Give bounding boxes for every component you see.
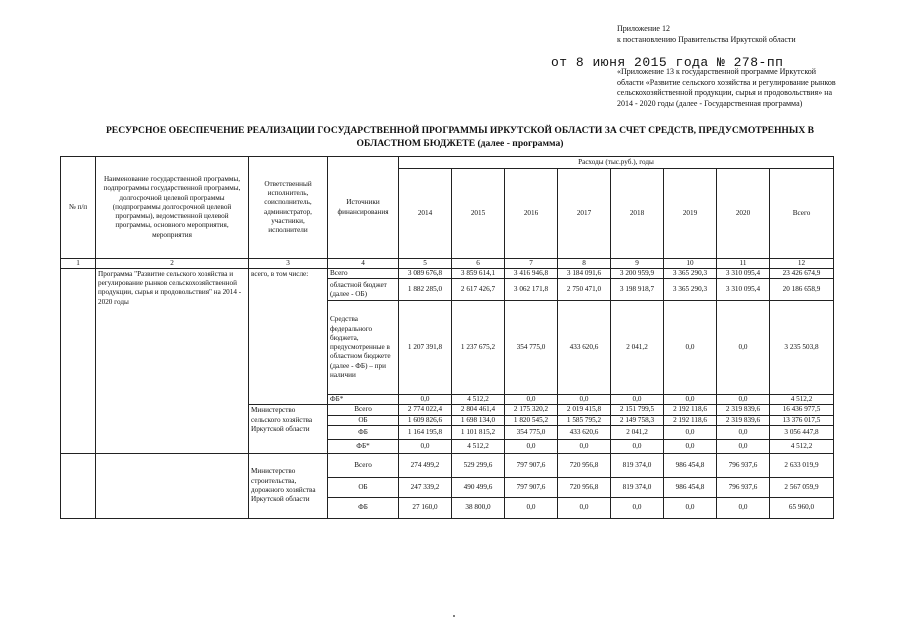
value-cell: 3 184 091,6 xyxy=(558,269,611,279)
reference-line: сельскохозяйственной продукции, сырья и продовольствия» на xyxy=(617,88,833,97)
value-cell: 247 339,2 xyxy=(399,477,452,497)
value-cell: 4 512,2 xyxy=(452,439,505,453)
value-cell: 720 956,8 xyxy=(558,453,611,477)
executor-cell: Министерство сельского хозяйства Иркутской области xyxy=(249,405,328,453)
value-cell: 433 620,6 xyxy=(558,301,611,395)
reference-note xyxy=(617,67,862,109)
column-number: 9 xyxy=(611,259,664,269)
total-value-cell: 3 056 447,8 xyxy=(770,425,834,439)
value-cell: 490 499,6 xyxy=(452,477,505,497)
value-cell: 354 775,0 xyxy=(505,301,558,395)
value-cell: 796 937,6 xyxy=(717,477,770,497)
table-row xyxy=(61,269,834,279)
header-year: 2016 xyxy=(505,169,558,259)
total-value-cell: 23 426 674,9 xyxy=(770,269,834,279)
value-cell: 1 698 134,0 xyxy=(452,415,505,425)
source-cell: Всего xyxy=(328,269,399,279)
source-cell: ФБ xyxy=(328,425,399,439)
header-expenses: Расходы (тыс.руб.), годы xyxy=(399,157,834,169)
value-cell: 2 192 118,6 xyxy=(664,415,717,425)
header-year: 2018 xyxy=(611,169,664,259)
value-cell: 3 310 095,4 xyxy=(717,279,770,301)
program-name-cell xyxy=(96,453,249,518)
value-cell: 3 200 959,9 xyxy=(611,269,664,279)
column-number: 6 xyxy=(452,259,505,269)
source-cell: ФБ* xyxy=(328,439,399,453)
column-number: 7 xyxy=(505,259,558,269)
value-cell: 2 750 471,0 xyxy=(558,279,611,301)
source-cell: ОБ xyxy=(328,415,399,425)
header-year: 2015 xyxy=(452,169,505,259)
executor-cell: Министерство строительства, дорожного хозяйства Иркутской области xyxy=(249,453,328,518)
value-cell: 2 019 415,8 xyxy=(558,405,611,415)
reference-line: «Приложение 13 к государственной программе Иркутской xyxy=(617,67,817,76)
value-cell: 819 374,0 xyxy=(611,477,664,497)
value-cell: 2 804 461,4 xyxy=(452,405,505,415)
value-cell: 0,0 xyxy=(717,439,770,453)
total-value-cell: 3 235 503,8 xyxy=(770,301,834,395)
header-year-total: Всего xyxy=(770,169,834,259)
value-cell: 1 585 795,2 xyxy=(558,415,611,425)
row-number-cell xyxy=(61,269,96,454)
value-cell: 354 775,0 xyxy=(505,425,558,439)
value-cell: 1 882 285,0 xyxy=(399,279,452,301)
value-cell: 3 310 095,4 xyxy=(717,269,770,279)
value-cell: 797 907,6 xyxy=(505,477,558,497)
column-number: 8 xyxy=(558,259,611,269)
value-cell: 0,0 xyxy=(611,497,664,518)
title-line: РЕСУРСНОЕ ОБЕСПЕЧЕНИЕ РЕАЛИЗАЦИИ ГОСУДАРСТВЕННОЙ ПРОГРАММЫ ИРКУТСКОЙ ОБЛАСТИ ЗА СЧЕТ СРЕДСТВ, ПРЕДУСМОТРЕННЫХ В xyxy=(105,125,815,136)
appendix-line: Приложение 12 xyxy=(617,24,670,33)
source-cell: Всего xyxy=(328,405,399,415)
value-cell: 3 416 946,8 xyxy=(505,269,558,279)
reference-line: 2014 - 2020 годы (далее - Государственная программа) xyxy=(617,98,803,108)
value-cell: 1 164 195,8 xyxy=(399,425,452,439)
total-value-cell: 4 512,2 xyxy=(770,395,834,405)
total-value-cell: 20 186 658,9 xyxy=(770,279,834,301)
value-cell: 2 319 839,6 xyxy=(717,415,770,425)
value-cell: 3 198 918,7 xyxy=(611,279,664,301)
value-cell: 0,0 xyxy=(558,497,611,518)
appendix-note xyxy=(617,24,796,45)
value-cell: 0,0 xyxy=(717,497,770,518)
value-cell: 796 937,6 xyxy=(717,453,770,477)
row-number-cell xyxy=(61,453,96,518)
appendix-line: к постановлению Правительства Иркутской области xyxy=(617,34,796,44)
column-number: 11 xyxy=(717,259,770,269)
value-cell: 3 062 171,8 xyxy=(505,279,558,301)
date-stamp: от 8 июня 2015 года № 278-пп xyxy=(551,55,784,70)
source-cell: ФБ* xyxy=(328,395,399,405)
value-cell: 0,0 xyxy=(399,439,452,453)
value-cell: 2 192 118,6 xyxy=(664,405,717,415)
value-cell: 986 454,8 xyxy=(664,453,717,477)
value-cell: 3 089 676,8 xyxy=(399,269,452,279)
total-value-cell: 2 567 059,9 xyxy=(770,477,834,497)
source-cell: Средства федерального бюджета, предусмотренные в областном бюджете (далее - ФБ) – при наличии xyxy=(328,301,399,395)
source-cell: ФБ xyxy=(328,497,399,518)
value-cell: 0,0 xyxy=(611,395,664,405)
header-year: 2019 xyxy=(664,169,717,259)
value-cell: 0,0 xyxy=(664,395,717,405)
value-cell: 3 859 614,1 xyxy=(452,269,505,279)
value-cell: 529 299,6 xyxy=(452,453,505,477)
value-cell: 0,0 xyxy=(664,497,717,518)
value-cell: 0,0 xyxy=(611,439,664,453)
value-cell: 38 800,0 xyxy=(452,497,505,518)
value-cell: 433 620,6 xyxy=(558,425,611,439)
total-value-cell: 4 512,2 xyxy=(770,439,834,453)
header-year: 2017 xyxy=(558,169,611,259)
value-cell: 0,0 xyxy=(664,439,717,453)
source-cell: областной бюджет (далее - ОБ) xyxy=(328,279,399,301)
source-cell: ОБ xyxy=(328,477,399,497)
reference-line: области «Развитие сельского хозяйства и регулирование рынков xyxy=(617,77,836,87)
value-cell: 0,0 xyxy=(558,395,611,405)
value-cell: 2 175 320,2 xyxy=(505,405,558,415)
value-cell: 2 319 839,6 xyxy=(717,405,770,415)
column-number: 2 xyxy=(96,259,249,269)
total-value-cell: 2 633 019,9 xyxy=(770,453,834,477)
value-cell: 0,0 xyxy=(664,301,717,395)
column-number: 10 xyxy=(664,259,717,269)
value-cell: 986 454,8 xyxy=(664,477,717,497)
value-cell: 720 956,8 xyxy=(558,477,611,497)
program-name-cell: Программа "Развитие сельского хозяйства и регулирование рынков сельскохозяйственной продукции, сырья и продовольствия" на 2014 - 2020 годы xyxy=(96,269,249,454)
value-cell: 3 365 290,3 xyxy=(664,279,717,301)
header-source: Источники финансирования xyxy=(328,157,399,259)
header-name: Наименование государственной программы, подпрограммы государственной программы, долгосрочной целевой программы (подпрограммы долгосрочной целевой программы), ведомственной целевой программы, основного мероприятия, мероприятия xyxy=(96,157,249,259)
value-cell: 1 207 391,8 xyxy=(399,301,452,395)
column-number: 4 xyxy=(328,259,399,269)
value-cell: 2 151 799,5 xyxy=(611,405,664,415)
header-year: 2014 xyxy=(399,169,452,259)
value-cell: 2 041,2 xyxy=(611,301,664,395)
executor-cell: всего, в том числе: xyxy=(249,269,328,405)
value-cell: 3 365 290,3 xyxy=(664,269,717,279)
value-cell: 0,0 xyxy=(399,395,452,405)
value-cell: 0,0 xyxy=(505,395,558,405)
value-cell: 0,0 xyxy=(717,301,770,395)
value-cell: 1 101 815,2 xyxy=(452,425,505,439)
resource-table xyxy=(60,156,834,519)
value-cell: 274 499,2 xyxy=(399,453,452,477)
value-cell: 1 820 545,2 xyxy=(505,415,558,425)
column-number: 5 xyxy=(399,259,452,269)
table-row xyxy=(61,453,834,477)
column-number: 3 xyxy=(249,259,328,269)
value-cell: 0,0 xyxy=(717,395,770,405)
total-value-cell: 16 436 977,5 xyxy=(770,405,834,415)
value-cell: 819 374,0 xyxy=(611,453,664,477)
value-cell: 2 617 426,7 xyxy=(452,279,505,301)
value-cell: 4 512,2 xyxy=(452,395,505,405)
scan-speck xyxy=(453,615,455,617)
header-num: № п/п xyxy=(61,157,96,259)
column-number: 12 xyxy=(770,259,834,269)
source-cell: Всего xyxy=(328,453,399,477)
value-cell: 0,0 xyxy=(505,497,558,518)
value-cell: 797 907,6 xyxy=(505,453,558,477)
value-cell: 2 149 758,3 xyxy=(611,415,664,425)
value-cell: 2 774 022,4 xyxy=(399,405,452,415)
header-year: 2020 xyxy=(717,169,770,259)
value-cell: 0,0 xyxy=(717,425,770,439)
value-cell: 27 160,0 xyxy=(399,497,452,518)
value-cell: 2 041,2 xyxy=(611,425,664,439)
header-executor: Ответственный исполнитель, соисполнитель, администратор, участники, исполнители xyxy=(249,157,328,259)
value-cell: 1 609 826,6 xyxy=(399,415,452,425)
value-cell: 0,0 xyxy=(558,439,611,453)
value-cell: 0,0 xyxy=(664,425,717,439)
title-line: ОБЛАСТНОМ БЮДЖЕТЕ (далее - программа) xyxy=(356,138,564,149)
total-value-cell: 65 960,0 xyxy=(770,497,834,518)
total-value-cell: 13 376 017,5 xyxy=(770,415,834,425)
value-cell: 0,0 xyxy=(505,439,558,453)
column-number: 1 xyxy=(61,259,96,269)
value-cell: 1 237 675,2 xyxy=(452,301,505,395)
document-title xyxy=(60,124,860,150)
